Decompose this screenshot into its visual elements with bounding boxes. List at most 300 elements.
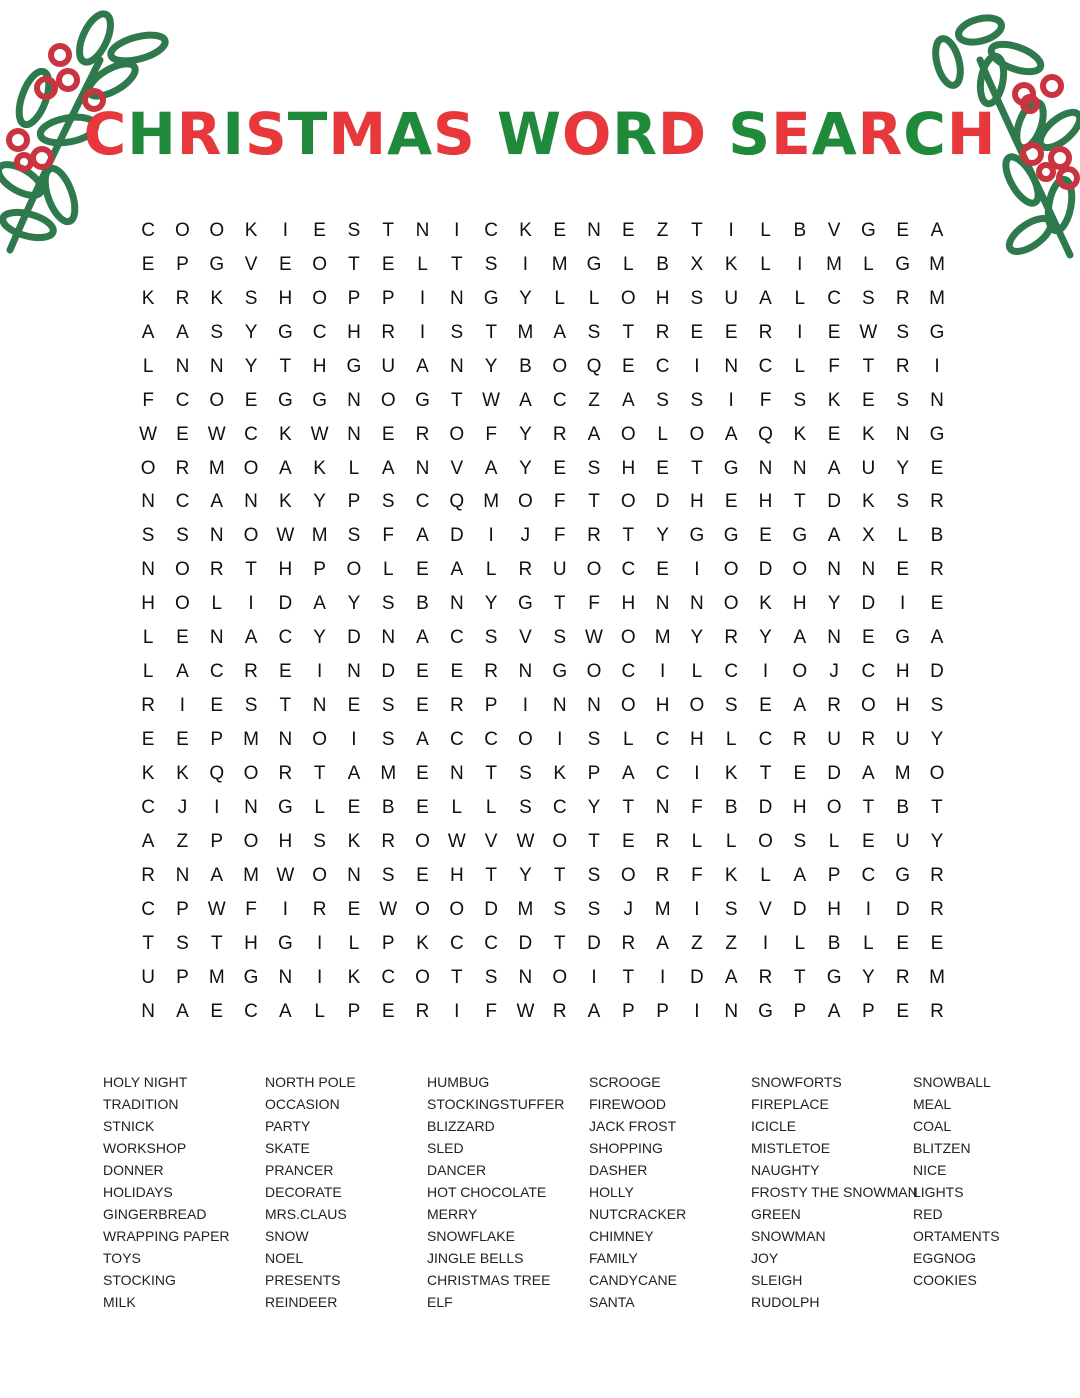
grid-letter: Y — [347, 593, 361, 615]
word-list-item: SNOWFORTS — [751, 1074, 842, 1090]
grid-letter: J — [520, 525, 531, 547]
grid-letter: V — [759, 898, 772, 920]
grid-letter: E — [416, 796, 429, 818]
grid-letter: V — [450, 457, 464, 479]
grid-letter: M — [551, 253, 568, 275]
grid-letter: I — [659, 661, 666, 683]
grid-letter: V — [484, 830, 498, 852]
grid-letter: N — [792, 457, 807, 479]
grid-letter: B — [827, 932, 841, 954]
grid-letter: S — [553, 627, 567, 649]
word-list-item: FIREPLACE — [751, 1096, 829, 1112]
grid-letter: Q — [449, 491, 465, 513]
grid-letter: R — [655, 830, 670, 852]
grid-letter: Y — [930, 729, 944, 751]
grid-letter: T — [451, 966, 463, 988]
word-list-item: BLIZZARD — [427, 1118, 495, 1134]
grid-letter: A — [313, 593, 326, 615]
grid-letter: W — [207, 898, 226, 920]
grid-letter: N — [827, 627, 841, 649]
title-letter: R — [857, 100, 904, 168]
grid-letter: D — [861, 593, 876, 615]
grid-letter: L — [760, 219, 771, 241]
grid-letter: P — [793, 1000, 807, 1022]
grid-letter: O — [518, 491, 533, 513]
grid-letter: I — [522, 253, 529, 275]
grid-letter: F — [382, 525, 395, 547]
word-list-item: NICE — [913, 1162, 947, 1178]
grid-letter: R — [655, 864, 670, 886]
grid-letter: Y — [519, 864, 532, 886]
word-list-item: JOY — [751, 1250, 779, 1266]
grid-letter: N — [141, 491, 156, 513]
grid-letter: A — [141, 830, 155, 852]
word-list-item: BLITZEN — [913, 1140, 971, 1156]
grid-letter: C — [175, 491, 190, 513]
word-list-item: SLEIGH — [751, 1272, 803, 1288]
grid-letter: G — [277, 321, 293, 343]
grid-letter: E — [278, 253, 292, 275]
word-list — [103, 1071, 1075, 1313]
grid-letter: O — [243, 762, 259, 784]
grid-letter: B — [656, 253, 669, 275]
grid-letter: A — [484, 457, 498, 479]
grid-letter: N — [895, 423, 910, 445]
grid-letter: E — [621, 830, 635, 852]
word-list-item: MISTLETOE — [751, 1140, 831, 1156]
grid-letter: W — [482, 389, 501, 411]
grid-letter: P — [176, 966, 189, 988]
grid-letter: I — [694, 559, 700, 581]
grid-letter: K — [176, 762, 189, 784]
grid-letter: N — [930, 389, 944, 411]
grid-letter: O — [586, 559, 602, 581]
grid-letter: O — [792, 559, 808, 581]
grid-letter: M — [311, 525, 328, 547]
grid-letter: G — [895, 253, 911, 275]
grid-letter: E — [759, 525, 772, 547]
grid-letter: N — [861, 559, 876, 581]
word-list-item: CHIMNEY — [589, 1228, 654, 1244]
grid-letter: A — [827, 1000, 841, 1022]
grid-letter: G — [209, 253, 225, 275]
grid-letter: L — [725, 830, 737, 852]
grid-letter: S — [484, 966, 498, 988]
grid-letter: P — [347, 1000, 361, 1022]
grid-letter: G — [826, 966, 842, 988]
grid-letter: T — [485, 864, 497, 886]
grid-letter: L — [348, 457, 360, 479]
grid-letter: H — [792, 593, 807, 615]
title-letter — [707, 100, 728, 168]
grid-letter: T — [622, 525, 635, 547]
grid-letter: C — [415, 491, 430, 513]
grid-letter: K — [278, 491, 292, 513]
grid-letter: H — [621, 457, 636, 479]
grid-letter: L — [485, 559, 497, 581]
grid-letter: K — [519, 219, 532, 241]
grid-letter: N — [449, 355, 464, 377]
grid-letter: G — [929, 423, 945, 445]
grid-letter: G — [415, 389, 430, 411]
grid-letter: U — [895, 830, 910, 852]
grid-letter: N — [415, 219, 430, 241]
grid-letter: T — [485, 762, 497, 784]
grid-letter: A — [862, 762, 875, 784]
grid-letter: J — [829, 661, 839, 683]
grid-letter: F — [553, 525, 566, 547]
grid-letter: T — [862, 355, 875, 377]
grid-letter: H — [244, 932, 258, 954]
grid-letter: E — [176, 627, 189, 649]
grid-letter: E — [793, 762, 807, 784]
grid-letter: C — [621, 661, 636, 683]
grid-letter: E — [656, 457, 669, 479]
grid-letter: J — [177, 796, 188, 818]
grid-letter: X — [862, 525, 875, 547]
grid-letter: A — [793, 864, 807, 886]
grid-letter: O — [620, 627, 636, 649]
grid-letter: T — [793, 491, 806, 513]
grid-letter: L — [863, 932, 874, 954]
grid-letter: N — [209, 525, 224, 547]
grid-letter: S — [519, 762, 532, 784]
grid-letter: I — [179, 695, 186, 717]
word-list-item: EGGNOG — [913, 1250, 977, 1266]
grid-letter: R — [930, 898, 944, 920]
grid-letter: L — [691, 661, 703, 683]
grid-letter: I — [316, 932, 323, 954]
grid-letter: F — [588, 593, 600, 615]
grid-letter: A — [244, 627, 258, 649]
grid-letter: H — [792, 796, 807, 818]
grid-letter: W — [276, 864, 295, 886]
grid-letter: O — [380, 389, 396, 411]
grid-letter: O — [689, 423, 705, 445]
grid-letter: X — [690, 253, 704, 275]
grid-letter: E — [416, 559, 429, 581]
grid-letter: A — [416, 627, 429, 649]
grid-letter: K — [862, 491, 875, 513]
word-list-item: STOCKINGSTUFFER — [427, 1096, 565, 1112]
grid-letter: O — [860, 695, 876, 717]
grid-letter: R — [175, 287, 190, 309]
grid-letter: W — [139, 423, 158, 445]
grid-letter: L — [417, 253, 428, 275]
grid-letter: E — [210, 695, 224, 717]
word-list-item: DECORATE — [265, 1184, 342, 1200]
grid-letter: P — [484, 695, 498, 717]
grid-letter: Y — [930, 830, 944, 852]
grid-letter: E — [724, 491, 738, 513]
grid-letter: Z — [588, 389, 600, 411]
grid-letter: O — [620, 491, 636, 513]
grid-letter: A — [416, 525, 429, 547]
word-list-item: MILK — [103, 1294, 136, 1310]
grid-letter: M — [243, 864, 259, 886]
grid-letter: I — [659, 966, 666, 988]
grid-letter: I — [762, 932, 769, 954]
grid-letter: R — [895, 355, 910, 377]
grid-letter: K — [278, 423, 292, 445]
grid-letter: A — [724, 966, 738, 988]
title-letter: W — [496, 100, 562, 168]
grid-letter: I — [248, 593, 254, 615]
word-list-item: OCCASION — [265, 1096, 340, 1112]
grid-letter: G — [792, 525, 808, 547]
grid-letter: M — [826, 253, 842, 275]
grid-letter: P — [381, 932, 395, 954]
grid-letter: S — [381, 491, 395, 513]
title-letter: S — [432, 100, 476, 168]
grid-letter: G — [586, 253, 602, 275]
grid-letter: O — [620, 864, 636, 886]
grid-letter: R — [381, 321, 396, 343]
word-list-item: CHRISTMAS TREE — [427, 1272, 551, 1288]
word-list-item: STOCKING — [103, 1272, 176, 1288]
word-list-item: HOLLY — [589, 1184, 634, 1200]
grid-letter: S — [656, 389, 669, 411]
word-search-grid — [131, 214, 954, 1029]
grid-letter: N — [175, 864, 190, 886]
grid-letter: V — [244, 253, 258, 275]
grid-letter: D — [278, 593, 293, 615]
grid-letter: L — [794, 287, 806, 309]
grid-letter: O — [552, 966, 568, 988]
grid-letter: R — [587, 525, 601, 547]
grid-letter: P — [210, 830, 224, 852]
grid-letter: P — [621, 1000, 635, 1022]
grid-letter: K — [553, 762, 567, 784]
grid-letter: T — [931, 796, 943, 818]
grid-letter: S — [450, 321, 464, 343]
grid-letter: V — [519, 627, 532, 649]
grid-letter: L — [314, 796, 325, 818]
grid-letter: T — [348, 253, 360, 275]
grid-letter: M — [654, 627, 671, 649]
grid-letter: C — [381, 966, 396, 988]
grid-letter: B — [416, 593, 429, 615]
grid-letter: M — [243, 729, 259, 751]
grid-letter: Y — [690, 627, 704, 649]
word-list-item: MEAL — [913, 1096, 952, 1112]
grid-letter: E — [381, 1000, 395, 1022]
grid-letter: G — [860, 219, 876, 241]
grid-letter: A — [587, 423, 601, 445]
grid-letter: W — [276, 525, 295, 547]
grid-letter: I — [214, 796, 220, 818]
grid-letter: G — [689, 525, 705, 547]
grid-letter: E — [930, 932, 944, 954]
grid-letter: R — [758, 966, 773, 988]
grid-letter: S — [862, 287, 875, 309]
grid-letter: I — [865, 898, 872, 920]
grid-letter: N — [312, 695, 327, 717]
grid-letter: K — [724, 864, 738, 886]
grid-letter: K — [416, 932, 429, 954]
grid-letter: T — [245, 559, 257, 581]
grid-letter: W — [379, 898, 398, 920]
grid-letter: D — [449, 525, 464, 547]
grid-letter: C — [861, 661, 876, 683]
grid-letter: W — [207, 423, 226, 445]
grid-letter: N — [347, 389, 361, 411]
grid-letter: T — [691, 219, 703, 241]
grid-letter: O — [449, 423, 465, 445]
grid-letter: I — [557, 729, 563, 751]
grid-letter: F — [142, 389, 154, 411]
grid-letter: G — [895, 864, 911, 886]
grid-letter: B — [519, 355, 532, 377]
grid-letter: A — [930, 627, 944, 649]
grid-letter: M — [380, 762, 397, 784]
grid-letter: N — [690, 593, 704, 615]
grid-letter: K — [141, 287, 155, 309]
grid-letter: R — [415, 1000, 430, 1022]
grid-letter: E — [381, 423, 395, 445]
grid-letter: I — [316, 966, 323, 988]
grid-letter: N — [518, 966, 533, 988]
grid-letter: G — [277, 389, 293, 411]
grid-letter: L — [451, 796, 463, 818]
grid-letter: I — [694, 1000, 700, 1022]
grid-letter: E — [244, 389, 258, 411]
grid-letter: Y — [519, 457, 532, 479]
word-list-column — [265, 1071, 427, 1313]
word-list-item: COAL — [913, 1118, 952, 1134]
grid-letter: I — [522, 695, 529, 717]
grid-letter: F — [691, 796, 703, 818]
grid-letter: P — [347, 491, 361, 513]
grid-letter: E — [930, 457, 944, 479]
grid-letter: O — [312, 864, 328, 886]
grid-letter: L — [623, 729, 634, 751]
grid-letter: S — [896, 321, 910, 343]
grid-letter: E — [141, 729, 155, 751]
grid-letter: S — [141, 525, 155, 547]
grid-letter: H — [621, 593, 636, 615]
grid-letter: A — [381, 457, 395, 479]
grid-letter: O — [243, 830, 259, 852]
grid-letter: E — [347, 695, 361, 717]
grid-letter: R — [518, 559, 533, 581]
grid-letter: S — [347, 219, 361, 241]
grid-letter: T — [313, 762, 326, 784]
grid-letter: K — [759, 593, 772, 615]
grid-letter: G — [483, 287, 499, 309]
grid-letter: E — [450, 661, 464, 683]
grid-letter: C — [484, 932, 498, 954]
grid-letter: P — [313, 559, 326, 581]
grid-letter: D — [518, 932, 533, 954]
grid-letter: D — [655, 491, 670, 513]
grid-letter: E — [553, 219, 567, 241]
grid-letter: O — [175, 219, 190, 241]
grid-letter: E — [896, 932, 910, 954]
title-letter: E — [771, 100, 812, 168]
grid-letter: T — [553, 864, 566, 886]
grid-letter: S — [176, 525, 189, 547]
grid-letter: N — [278, 729, 293, 751]
grid-letter: I — [797, 253, 803, 275]
grid-letter: G — [723, 525, 739, 547]
grid-letter: O — [415, 898, 430, 920]
grid-letter: S — [587, 457, 601, 479]
grid-letter: H — [758, 491, 773, 513]
grid-letter: F — [245, 898, 257, 920]
grid-letter: P — [210, 729, 224, 751]
grid-letter: C — [827, 287, 841, 309]
grid-letter: F — [485, 423, 497, 445]
grid-letter: S — [519, 796, 532, 818]
grid-letter: A — [656, 932, 669, 954]
grid-letter: C — [244, 1000, 258, 1022]
word-list-column — [913, 1071, 1075, 1313]
grid-letter: I — [728, 389, 734, 411]
grid-letter: S — [793, 830, 807, 852]
grid-letter: E — [759, 695, 772, 717]
grid-letter: I — [316, 661, 323, 683]
grid-letter: M — [929, 253, 945, 275]
word-list-item: TOYS — [103, 1250, 141, 1266]
grid-letter: N — [175, 355, 190, 377]
grid-letter: O — [826, 796, 842, 818]
grid-letter: N — [758, 457, 773, 479]
grid-letter: P — [176, 253, 189, 275]
grid-letter: Z — [691, 932, 703, 954]
grid-letter: C — [449, 729, 464, 751]
grid-letter: M — [208, 966, 225, 988]
grid-letter: I — [419, 287, 426, 309]
grid-letter: E — [656, 559, 669, 581]
grid-letter: O — [312, 287, 328, 309]
grid-letter: W — [516, 1000, 535, 1022]
grid-letter: O — [518, 729, 533, 751]
word-list-item: JACK FROST — [589, 1118, 677, 1134]
grid-letter: O — [209, 219, 225, 241]
grid-letter: C — [141, 219, 156, 241]
grid-letter: V — [827, 219, 841, 241]
grid-letter: K — [244, 219, 258, 241]
grid-letter: K — [210, 287, 224, 309]
title-letter: I — [222, 100, 245, 168]
grid-letter: T — [862, 796, 875, 818]
grid-letter: M — [483, 491, 500, 513]
grid-letter: T — [588, 491, 600, 513]
word-list-item: SNOW — [265, 1228, 309, 1244]
grid-letter: L — [211, 593, 223, 615]
grid-letter: R — [415, 423, 430, 445]
grid-letter: L — [897, 525, 908, 547]
grid-letter: F — [691, 864, 703, 886]
word-list-item: REINDEER — [265, 1294, 338, 1310]
word-list-item: PRESENTS — [265, 1272, 341, 1288]
grid-letter: H — [347, 321, 361, 343]
word-list-column — [103, 1071, 265, 1313]
grid-letter: L — [828, 830, 840, 852]
grid-letter: W — [516, 830, 535, 852]
grid-letter: O — [586, 661, 602, 683]
word-list-item: SANTA — [589, 1294, 635, 1310]
grid-letter: Z — [656, 219, 669, 241]
grid-letter: A — [930, 219, 944, 241]
grid-letter: O — [175, 593, 190, 615]
title-letter: S — [245, 100, 288, 168]
grid-letter: N — [724, 355, 739, 377]
grid-letter: G — [723, 457, 739, 479]
grid-letter: T — [279, 695, 292, 717]
grid-letter: C — [312, 321, 327, 343]
